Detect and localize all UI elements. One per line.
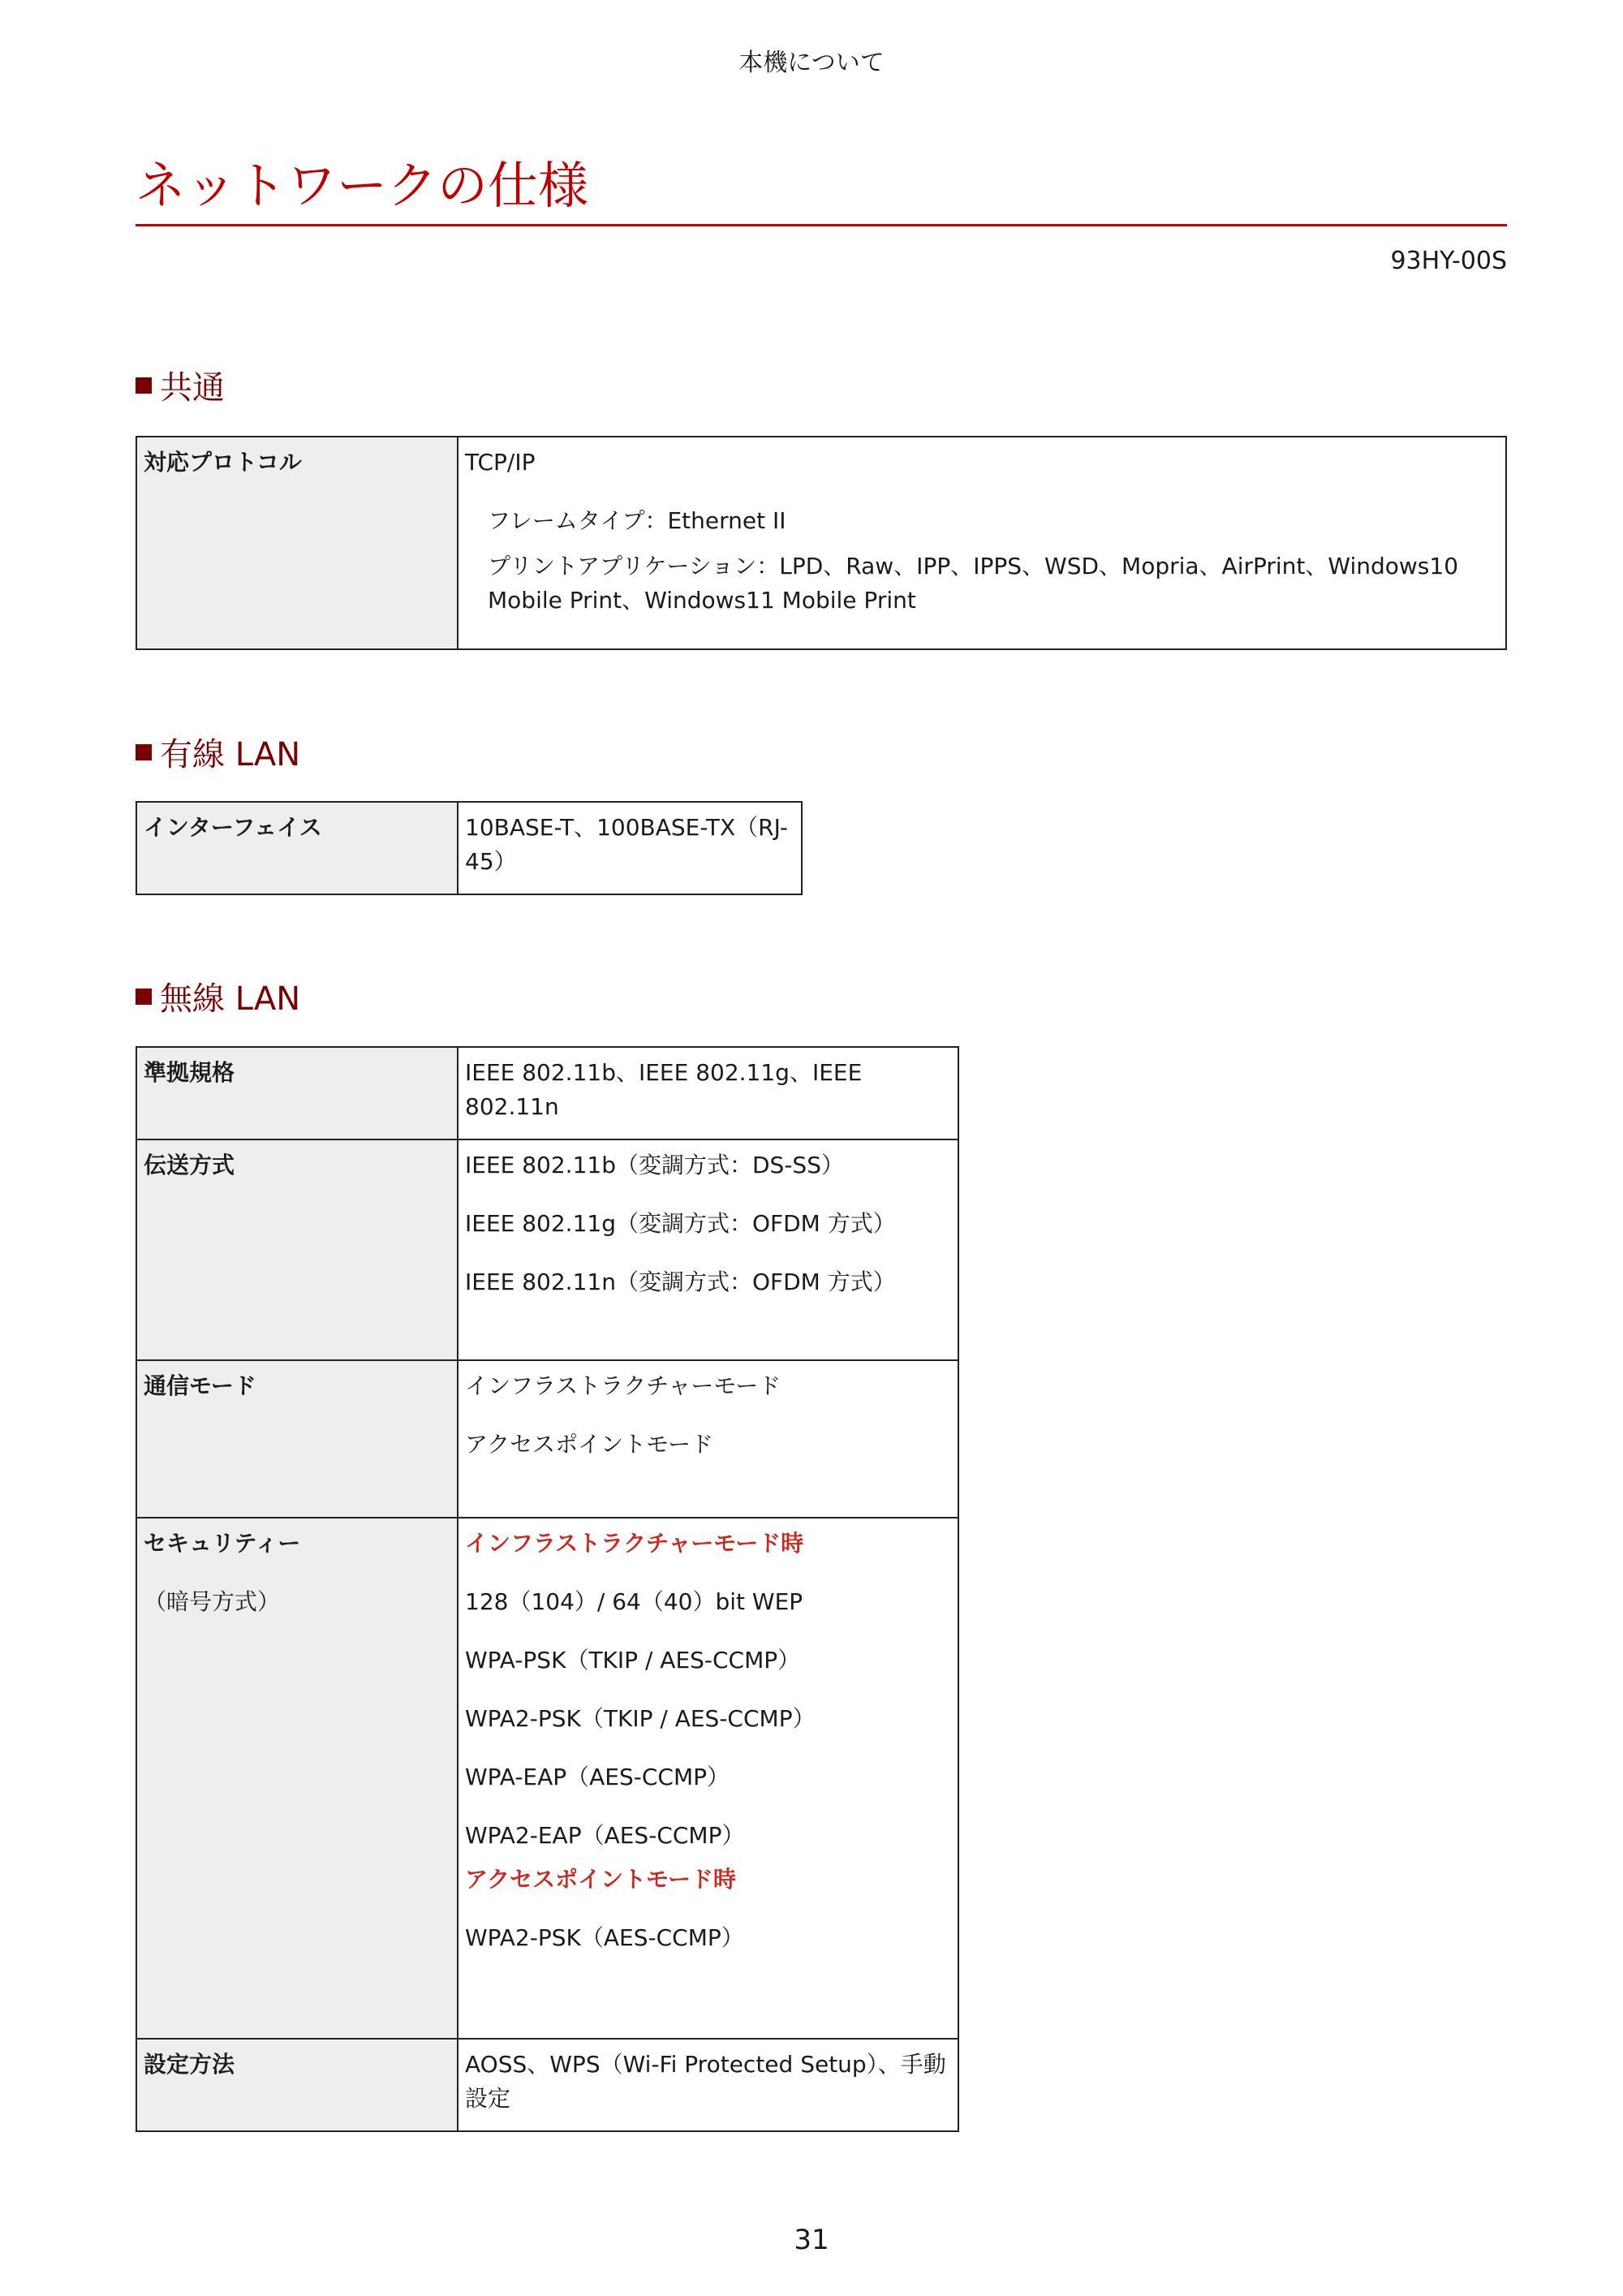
row-label — [136, 1518, 458, 2039]
running-header: 本機について — [738, 49, 885, 77]
row-label: 対応プロトコル — [136, 437, 458, 649]
section-title-text: 無線 LAN — [160, 980, 301, 1018]
section-bullet-icon — [136, 377, 152, 394]
value-line: 128（104）/ 64（40）bit WEP — [465, 1588, 803, 1615]
section-title-common — [136, 362, 225, 408]
value-line: IEEE 802.11n（変調方式：OFDM 方式） — [465, 1269, 896, 1295]
value-line: WPA-PSK（TKIP / AES-CCMP） — [465, 1647, 801, 1674]
table-row — [136, 437, 1506, 649]
table-row — [136, 1360, 958, 1518]
spec-table-wireless — [136, 1046, 959, 2132]
value-line: アクセスポイントモード — [465, 1431, 714, 1458]
section-title-wired — [136, 729, 300, 775]
section-bullet-icon — [136, 989, 152, 1005]
row-label: 設定方法 — [136, 2039, 458, 2131]
spec-table-common — [136, 436, 1507, 650]
infra-mode-heading: インフラストラクチャーモード時 — [465, 1530, 804, 1557]
value-indented — [465, 504, 1499, 618]
row-label: 準拠規格 — [136, 1047, 458, 1139]
row-label: 通信モード — [136, 1360, 458, 1518]
value-line: IEEE 802.11b（変調方式：DS-SS） — [465, 1152, 844, 1178]
row-value — [458, 437, 1506, 649]
spec-table-wired — [136, 801, 803, 895]
value-line: WPA2-EAP（AES-CCMP） — [465, 1822, 745, 1849]
row-value: 10BASE-T、100BASE-TX（RJ-45） — [458, 802, 802, 894]
row-label: インターフェイス — [136, 802, 458, 894]
table-row — [136, 2039, 958, 2131]
table-row — [136, 1518, 958, 2039]
value-line: WPA-EAP（AES-CCMP） — [465, 1764, 730, 1790]
value-line: WPA2-PSK（AES-CCMP） — [465, 1924, 744, 1951]
row-value — [458, 1139, 958, 1360]
value-line: フレームタイプ：Ethernet II — [488, 507, 786, 534]
table-row — [136, 1047, 958, 1139]
row-label-text: セキュリティー — [144, 1530, 301, 1557]
value-line: TCP/IP — [465, 449, 536, 476]
section-title-text: 有線 LAN — [160, 736, 301, 773]
document-id: 93HY-00S — [1390, 247, 1507, 275]
section-title-wireless — [136, 973, 300, 1019]
row-label: 伝送方式 — [136, 1139, 458, 1360]
table-row — [136, 1139, 958, 1360]
page-title: ネットワークの仕様 — [136, 156, 1507, 226]
page-number: 31 — [794, 2224, 829, 2256]
section-bullet-icon — [136, 744, 152, 760]
value-line: WPA2-PSK（TKIP / AES-CCMP） — [465, 1705, 816, 1732]
row-value — [458, 1518, 958, 2039]
section-title-text: 共通 — [160, 369, 225, 407]
value-line: プリントアプリケーション：LPD、Raw、IPP、IPPS、WSD、Mopria、AirPrint、Windows10 Mobile Print、Windows11 Mobile Print — [488, 553, 1459, 614]
value-line: IEEE 802.11g（変調方式：OFDM 方式） — [465, 1210, 896, 1237]
row-value: IEEE 802.11b、IEEE 802.11g、IEEE 802.11n — [458, 1047, 958, 1139]
value-line: インフラストラクチャーモード — [465, 1372, 781, 1399]
row-value — [458, 1360, 958, 1518]
row-value: AOSS、WPS（Wi-Fi Protected Setup）、手動設定 — [458, 2039, 958, 2131]
table-row — [136, 802, 802, 894]
ap-mode-heading: アクセスポイントモード時 — [465, 1866, 737, 1893]
row-label-sub: （暗号方式） — [144, 1588, 281, 1615]
